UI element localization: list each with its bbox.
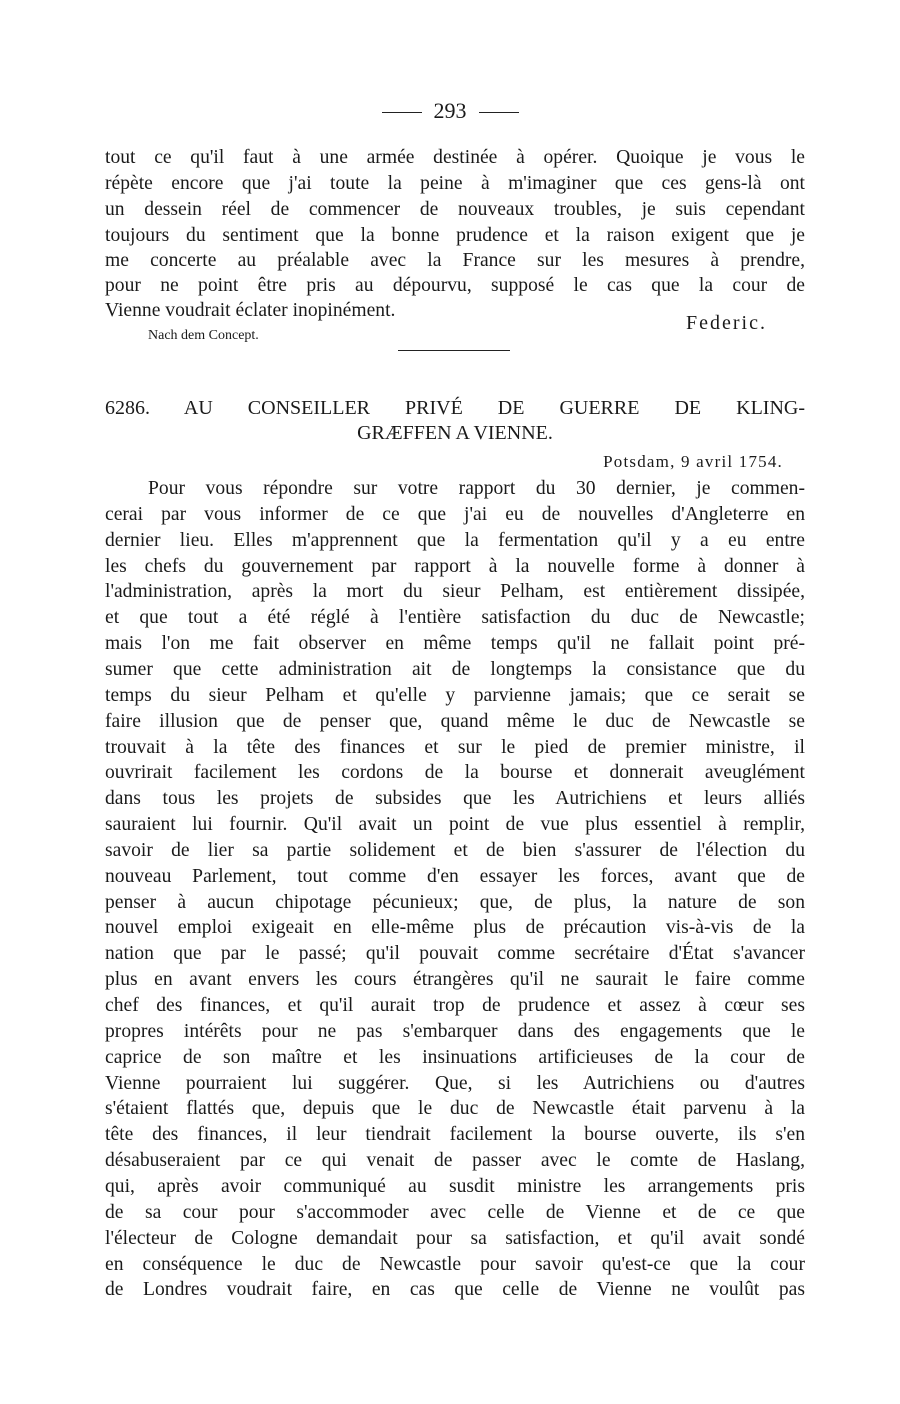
body-line: caprice de son maître et les insinuations artificieuses de la cour de <box>105 1047 805 1068</box>
body-line: Pour vous répondre sur votre rapport du 30 dernier, je commen- <box>148 478 805 499</box>
source-note: Nach dem Concept. <box>148 328 259 343</box>
page-number-dash-right <box>479 112 519 113</box>
text-line: me concerte au préalable avec la France sur les mesures à prendre, <box>105 250 805 271</box>
text-line: pour ne point être pris au dépourvu, supposé le cas que la cour de <box>105 275 805 296</box>
text-line: toujours du sentiment que la bonne prudence et la raison exigent que je <box>105 225 805 246</box>
body-line: Vienne pourraient lui suggérer. Que, si les Autrichiens ou d'autres <box>105 1073 805 1094</box>
body-line: et que tout a été réglé à l'entière satisfaction du duc de Newcastle; <box>105 607 805 628</box>
body-line: dans tous les projets de subsides que les Autrichiens et leurs alliés <box>105 788 805 809</box>
body-line: s'étaient flattés que, depuis que le duc de Newcastle était parvenu à la <box>105 1098 805 1119</box>
letter-heading-line-2: GRÆFFEN A VIENNE. <box>357 422 553 444</box>
body-line: sumer que cette administration ait de longtemps la consistance que du <box>105 659 805 680</box>
text-line: Vienne voudrait éclater inopinément. <box>105 300 396 321</box>
body-line: tête des finances, il leur tiendrait facilement la bourse ouverte, ils s'en <box>105 1124 805 1145</box>
page-number-text: 293 <box>433 98 467 123</box>
body-line: l'administration, après la mort du sieur Pelham, est entièrement dissipée, <box>105 581 805 602</box>
body-line: trouvait à la tête des finances et sur le pied de premier ministre, il <box>105 737 805 758</box>
body-line: ouvrirait facilement les cordons de la bourse et donnerait aveuglément <box>105 762 805 783</box>
body-line: faire illusion que de penser que, quand même le duc de Newcastle se <box>105 711 805 732</box>
letter-heading-line-1: 6286. AU CONSEILLER PRIVÉ DE GUERRE DE KLING- <box>105 397 805 419</box>
page-number-dash-left <box>382 112 422 113</box>
body-line: penser à aucun chipotage pécunieux; que, de plus, la nature de son <box>105 892 805 913</box>
text-line: un dessein réel de commencer de nouveaux troubles, je suis cependant <box>105 199 805 220</box>
text-line: répète encore que j'ai toute la peine à m'imaginer que ces gens-là ont <box>105 173 805 194</box>
body-line: savoir de lier sa partie solidement et de bien s'assurer de l'élection du <box>105 840 805 861</box>
body-line: dernier lieu. Elles m'apprennent que la fermentation qu'il y a eu entre <box>105 530 805 551</box>
body-line: les chefs du gouvernement par rapport à la nouvelle forme à donner à <box>105 556 805 577</box>
body-line: nation que par le passé; qu'il pouvait comme secrétaire d'État s'avancer <box>105 943 805 964</box>
body-line: mais l'on me fait observer en même temps qu'il ne fallait point pré- <box>105 633 805 654</box>
body-line: chef des finances, et qu'il aurait trop de prudence et assez à cœur ses <box>105 995 805 1016</box>
signature: Federic. <box>686 312 767 334</box>
body-line: nouveau Parlement, tout comme d'en essayer les forces, avant que de <box>105 866 805 887</box>
body-line: désabuseraient par ce qui venait de passer avec le comte de Haslang, <box>105 1150 805 1171</box>
body-line: de sa cour pour s'accommoder avec celle de Vienne et de ce que <box>105 1202 805 1223</box>
body-line: propres intérêts pour ne pas s'embarquer dans des engagements que le <box>105 1021 805 1042</box>
dateline: Potsdam, 9 avril 1754. <box>603 452 783 471</box>
body-line: l'électeur de Cologne demandait pour sa satisfaction, et qu'il avait sondé <box>105 1228 805 1249</box>
body-line: qui, après avoir communiqué au susdit ministre les arrangements pris <box>105 1176 805 1197</box>
body-line: nouvel emploi exigeait en elle-même plus de précaution vis-à-vis de la <box>105 917 805 938</box>
body-line: sauraient lui fournir. Qu'il avait un point de vue plus essentiel à remplir, <box>105 814 805 835</box>
body-line: de Londres voudrait faire, en cas que celle de Vienne ne voulût pas <box>105 1279 805 1300</box>
body-line: plus en avant envers les cours étrangères qu'il ne saurait le faire comme <box>105 969 805 990</box>
body-line: en conséquence le duc de Newcastle pour savoir qu'est-ce que la cour <box>105 1254 805 1275</box>
page-number <box>0 98 900 124</box>
text-line: tout ce qu'il faut à une armée destinée à opérer. Quoique je vous le <box>105 147 805 168</box>
body-line: temps du sieur Pelham et qu'elle y parvienne jamais; que ce serait se <box>105 685 805 706</box>
body-line: cerai par vous informer de ce que j'ai eu de nouvelles d'Angleterre en <box>105 504 805 525</box>
section-divider <box>398 350 510 351</box>
